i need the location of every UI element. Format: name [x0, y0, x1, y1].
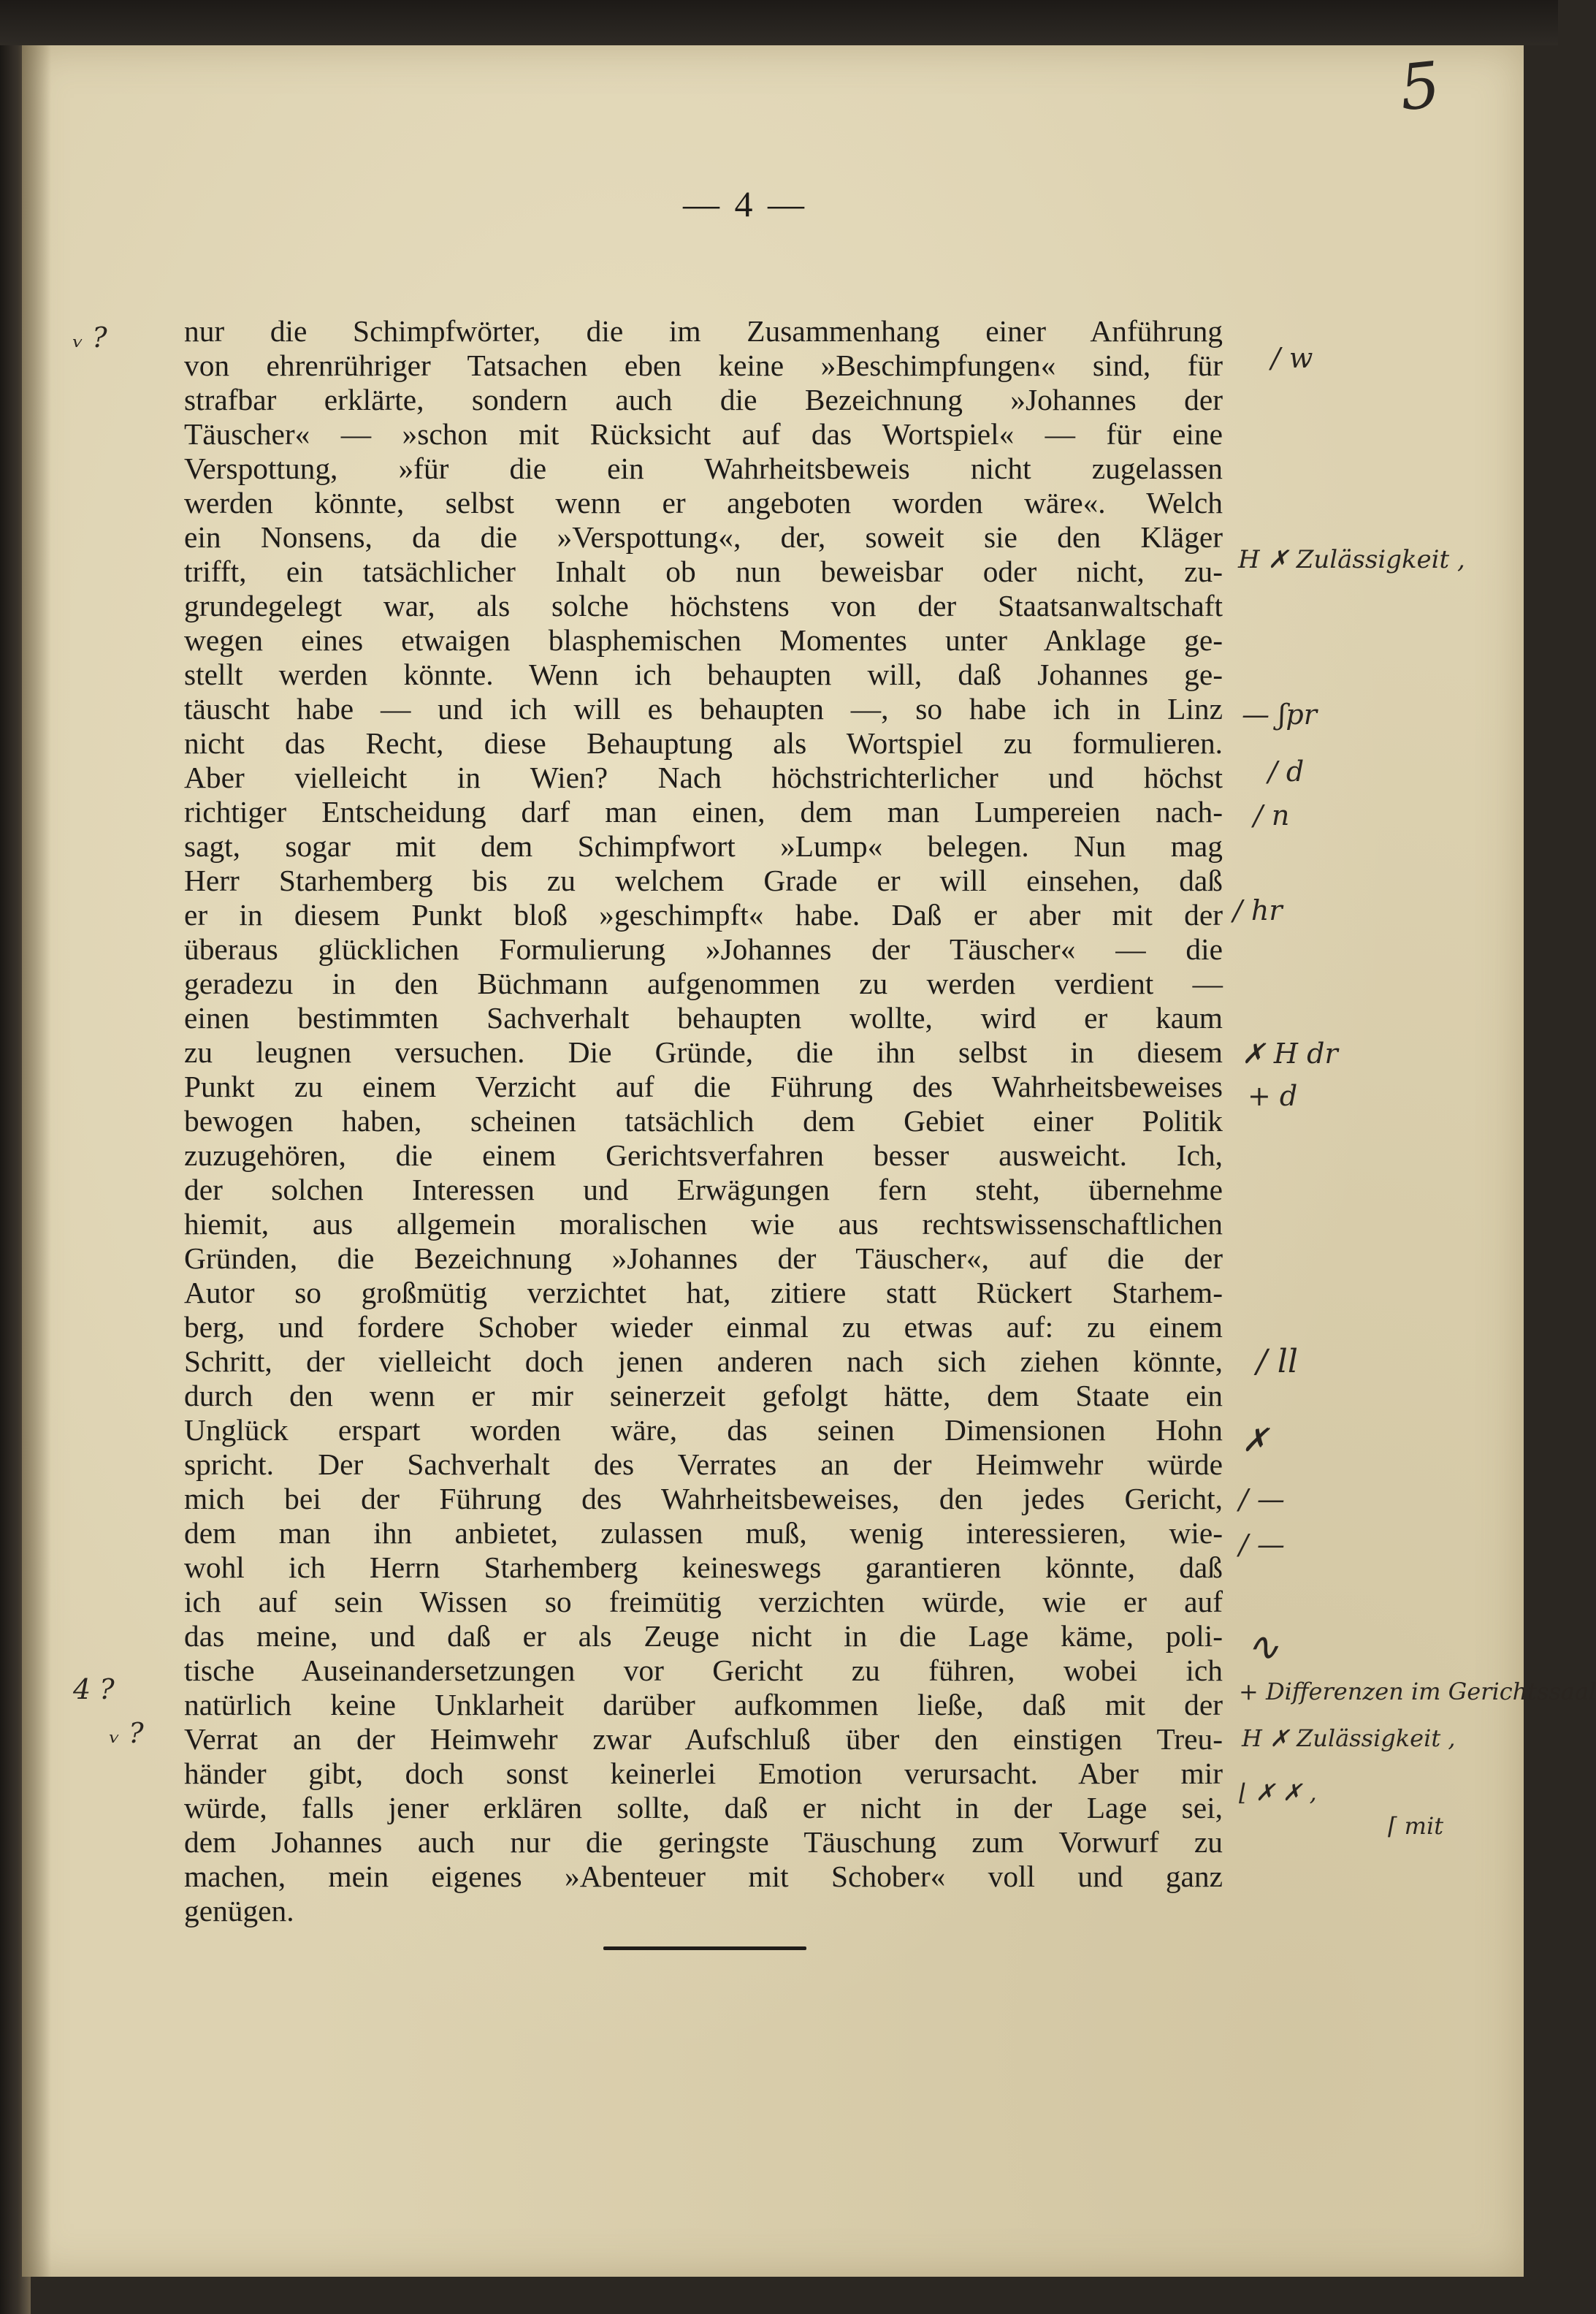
gutter-shadow: [22, 45, 51, 2277]
body-line: spricht. Der Sachverhalt des Verrates an der Heimwehr würde: [184, 1447, 1223, 1481]
body-line: mich bei der Führung des Wahrheitsbeweises, den jedes Gericht,: [184, 1482, 1223, 1515]
body-line: täuscht habe — und ich will es behaupten —, so habe ich in Linz: [184, 692, 1223, 726]
body-line: Autor so großmütig verzichtet hat, zitiere statt Rückert Starhem-: [184, 1276, 1223, 1309]
body-line: einen bestimmten Sachverhalt behaupten wollte, wird er kaum: [184, 1001, 1223, 1035]
body-line: hiemit, aus allgemein moralischen wie aus rechtswissenschaftlichen: [184, 1207, 1223, 1241]
body-line: Verspottung, »für die ein Wahrheitsbeweis nicht zugelassen: [184, 452, 1223, 485]
body-line: berg, und fordere Schober wieder einmal zu etwas auf: zu einem: [184, 1310, 1223, 1344]
body-line: machen, mein eigenes »Abenteuer mit Schober« voll und ganz: [184, 1860, 1223, 1893]
margin-note-right-13: ∿: [1246, 1624, 1280, 1670]
body-line: zu leugnen versuchen. Die Gründe, die ihn selbst in diesem: [184, 1035, 1223, 1069]
closing-rule: [603, 1946, 806, 1950]
body-line: Punkt zu einem Verzicht auf die Führung des Wahrheitsbeweises: [184, 1070, 1223, 1103]
body-line: nur die Schimpfwörter, die im Zusammenhang einer Anführung: [184, 314, 1223, 348]
body-line: genügen.: [184, 1894, 294, 1927]
body-line: richtiger Entscheidung darf man einen, dem man Lumpereien nach-: [184, 795, 1223, 829]
margin-note-right-9: / ll: [1256, 1343, 1298, 1380]
body-line: grundegelegt war, als solche höchstens von der Staatsanwaltschaft: [184, 589, 1223, 623]
margin-note-left-2: 4 ?: [73, 1673, 115, 1705]
body-line: Unglück erspart worden wäre, das seinen Dimensionen Hohn: [184, 1413, 1223, 1447]
body-line: von ehrenrühriger Tatsachen eben keine »Beschimpfungen« sind, für: [184, 349, 1223, 382]
margin-note-left-1: ᵥ ?: [73, 321, 107, 354]
margin-note-right-2: H ✗ Zulässigkeit ,: [1238, 545, 1465, 574]
body-line: ein Nonsens, da die »Verspottung«, der, soweit sie den Kläger: [184, 520, 1223, 554]
body-line: händer gibt, doch sonst keinerlei Emotion verursacht. Aber mir: [184, 1757, 1223, 1790]
body-line: Verrat an der Heimwehr zwar Aufschluß über den einstigen Treu-: [184, 1722, 1223, 1756]
margin-note-right-16: ⌊ ✗ ✗ ,: [1239, 1778, 1317, 1806]
margin-note-right-6: / hr: [1233, 894, 1283, 926]
body-line: wegen eines etwaigen blasphemischen Momentes unter Anklage ge-: [184, 623, 1223, 657]
body-line: ich auf sein Wissen so freimütig verzichten würde, wie er auf: [184, 1585, 1223, 1618]
margin-note-right-4: / d: [1268, 756, 1305, 788]
margin-note-right-7: ✗ H dr: [1242, 1038, 1338, 1070]
body-line: dem man ihn anbietet, zulassen muß, wenig interessieren, wie-: [184, 1516, 1223, 1550]
body-line: er in diesem Punkt bloß »geschimpft« habe. Daß er aber mit der: [184, 898, 1223, 932]
margin-note-right-1: / w: [1271, 342, 1313, 374]
body-line: überaus glücklichen Formulierung »Johannes der Täuscher« — die: [184, 932, 1223, 966]
margin-note-right-14: + Differenzen im Gerichtssaal: [1239, 1678, 1596, 1705]
margin-note-left-3: ᵥ ?: [110, 1717, 144, 1749]
body-line: Schritt, der vielleicht doch jenen anderen nach sich ziehen könnte,: [184, 1344, 1223, 1378]
body-line: geradezu in den Büchmann aufgenommen zu werden verdient —: [184, 967, 1223, 1000]
printed-page-number: — 4 —: [683, 183, 807, 224]
margin-note-right-17: ⌈ mit: [1388, 1812, 1444, 1840]
margin-note-right-8: + d: [1248, 1080, 1298, 1112]
body-line: strafbar erklärte, sondern auch die Bezeichnung »Johannes der: [184, 383, 1223, 416]
body-line: bewogen haben, scheinen tatsächlich dem Gebiet einer Politik: [184, 1104, 1223, 1138]
top-dark-band: [0, 0, 1558, 45]
body-line: tische Auseinandersetzungen vor Gericht zu führen, wobei ich: [184, 1653, 1223, 1687]
body-line: würde, falls jener erklären sollte, daß er nicht in der Lage sei,: [184, 1791, 1223, 1824]
body-line: stellt werden könnte. Wenn ich behaupten will, daß Johannes ge-: [184, 658, 1223, 691]
body-line: Herr Starhemberg bis zu welchem Grade er will einsehen, daß: [184, 864, 1223, 897]
body-line: Aber vielleicht in Wien? Nach höchstrichterlicher und höchst: [184, 761, 1223, 794]
body-line: Täuscher« — »schon mit Rücksicht auf das Wortspiel« — für eine: [184, 417, 1223, 451]
margin-note-right-11: / —: [1239, 1483, 1285, 1515]
body-line: dem Johannes auch nur die geringste Täuschung zum Vorwurf zu: [184, 1825, 1223, 1859]
handwritten-page-number: 5: [1396, 48, 1444, 126]
body-line: sagt, sogar mit dem Schimpfwort »Lump« belegen. Nun mag: [184, 829, 1223, 863]
body-line: trifft, ein tatsächlicher Inhalt ob nun beweisbar oder nicht, zu-: [184, 555, 1223, 588]
body-text: [184, 314, 1223, 1944]
body-line: zuzugehören, die einem Gerichtsverfahren besser ausweicht. Ich,: [184, 1138, 1223, 1172]
margin-note-right-15: H ✗ Zulässigkeit ,: [1242, 1724, 1456, 1752]
margin-note-right-10: ✗: [1242, 1422, 1269, 1459]
body-line: Gründen, die Bezeichnung »Johannes der Täuscher«, auf die der: [184, 1241, 1223, 1275]
margin-note-right-5: / n: [1253, 799, 1290, 831]
body-line: wohl ich Herrn Starhemberg keineswegs garantieren könnte, daß: [184, 1550, 1223, 1584]
body-line: durch den wenn er mir seinerzeit gefolgt hätte, dem Staate ein: [184, 1379, 1223, 1412]
body-line: werden könnte, selbst wenn er angeboten worden wäre«. Welch: [184, 486, 1223, 519]
margin-note-right-3: — ʃpr: [1242, 699, 1317, 731]
body-line: das meine, und daß er als Zeuge nicht in die Lage käme, poli-: [184, 1619, 1223, 1653]
body-line: der solchen Interessen und Erwägungen fern steht, übernehme: [184, 1173, 1223, 1206]
body-line: nicht das Recht, diese Behauptung als Wortspiel zu formulieren.: [184, 726, 1223, 760]
margin-note-right-12: / —: [1239, 1529, 1285, 1561]
body-line: natürlich keine Unklarheit darüber aufkommen ließe, daß mit der: [184, 1688, 1223, 1721]
